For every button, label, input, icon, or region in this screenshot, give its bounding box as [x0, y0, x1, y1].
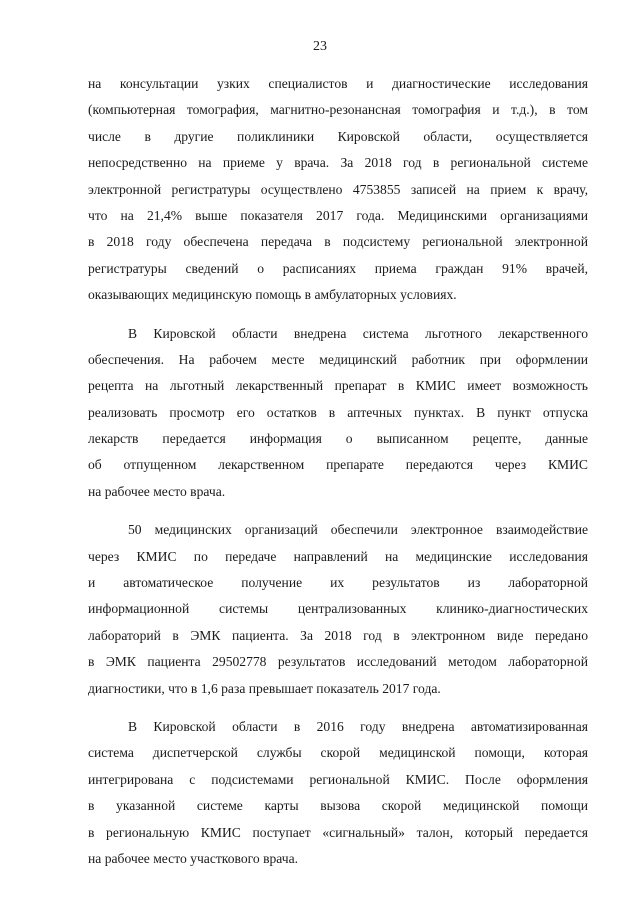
page-number: 23	[313, 39, 327, 54]
text-line: на рабочее место врача.	[88, 483, 226, 499]
text-line: рецепта на льготный лекарственный препарат в КМИС имеет возможность	[88, 378, 588, 394]
text-line: на рабочее место участкового врача.	[88, 850, 299, 866]
text-line: непосредственно на приеме у врача. За 2018 год в региональной системе	[88, 155, 588, 171]
text-line: на консультации узких специалистов и диагностические исследования	[88, 76, 588, 91]
text-line: реализовать просмотр его остатков в аптечных пунктах. В пункт отпуска	[88, 404, 588, 420]
text-line: В Кировской области внедрена система льготного лекарственного	[128, 325, 588, 341]
text-line: электронной регистратуры осуществлено 4753855 записей на прием к врачу,	[88, 181, 588, 197]
text-line: регистратуры сведений о расписаниях приема граждан 91% врачей,	[88, 260, 588, 276]
text-line: и автоматическое получение их результатов из лабораторной	[88, 575, 588, 591]
text-line: в 2018 году обеспечена передача в подсистему региональной электронной	[88, 234, 588, 250]
text-line: интегрирована с подсистемами региональной КМИС. После оформления	[88, 771, 588, 787]
text-line: (компьютерная томография, магнитно-резонансная томография и т.д.), в том	[88, 102, 588, 118]
text-line: в ЭМК пациента 29502778 результатов исследований методом лабораторной	[88, 654, 588, 670]
text-line: через КМИС по передаче направлений на медицинские исследования	[88, 548, 588, 564]
text-line: об отпущенном лекарственном препарате передаются через КМИС	[88, 457, 588, 473]
text-line: В Кировской области в 2016 году внедрена автоматизированная	[128, 718, 588, 734]
paragraph-4	[88, 714, 588, 872]
text-line: что на 21,4% выше показателя 2017 года. Медицинскими организациями	[88, 207, 588, 223]
text-line: в региональную КМИС поступает «сигнальный» талон, который передается	[88, 824, 588, 840]
text-line: в указанной системе карты вызова скорой медицинской помощи	[88, 798, 588, 814]
text-line: система диспетчерской службы скорой медицинской помощи, которая	[88, 745, 588, 761]
text-line: лабораторий в ЭМК пациента. За 2018 год в электронном виде передано	[88, 627, 588, 643]
text-line: лекарств передается информация о выписанном рецепте, данные	[88, 431, 588, 447]
text-line: 50 медицинских организаций обеспечили электронное взаимодействие	[128, 522, 588, 538]
text-line: числе в другие поликлиники Кировской области, осуществляется	[88, 128, 588, 144]
text-line: диагностики, что в 1,6 раза превышает показатель 2017 года.	[88, 680, 441, 696]
paragraph-2	[88, 321, 588, 506]
paragraph-1	[88, 71, 588, 309]
text-line: оказывающих медицинскую помощь в амбулаторных условиях.	[88, 287, 457, 303]
text-line: информационной системы централизованных клинико-диагностических	[88, 601, 588, 617]
text-line: обеспечения. На рабочем месте медицинский работник при оформлении	[88, 351, 588, 367]
document-body	[88, 71, 588, 884]
paragraph-3	[88, 517, 588, 702]
